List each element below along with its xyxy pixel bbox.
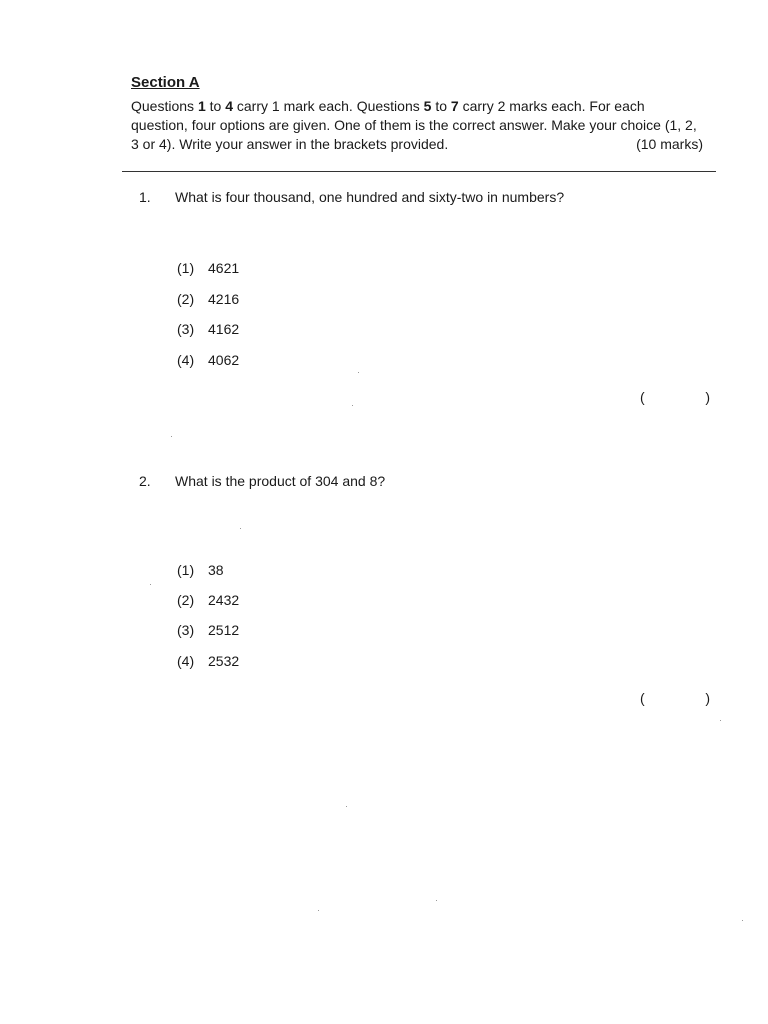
question-number: 2. <box>139 473 151 489</box>
instructions-text: to <box>205 98 226 114</box>
scan-speck <box>346 806 347 807</box>
option-number: (4) <box>177 352 195 368</box>
option-4 <box>177 352 239 368</box>
option-2 <box>177 291 239 307</box>
option-4 <box>177 653 239 669</box>
option-2 <box>177 592 239 608</box>
option-number: (3) <box>177 622 195 638</box>
bracket-close: ) <box>705 389 710 405</box>
bracket-close: ) <box>705 690 710 706</box>
instructions-text: carry 1 mark each. Questions <box>233 98 424 114</box>
option-value: 4062 <box>208 352 240 368</box>
option-value: 4621 <box>208 260 240 276</box>
scan-speck <box>436 900 437 901</box>
section-title: Section A <box>131 74 200 91</box>
scan-speck <box>720 720 721 721</box>
instructions-text: carry 2 marks each. For each question, four options are given. One of them is the correct answer. Make your choice (1, 2, 3 or 4). Write your answer in the brackets provided. <box>131 98 697 152</box>
instructions-text: to <box>431 98 451 114</box>
instructions-number: 4 <box>225 98 233 114</box>
option-3 <box>177 622 239 638</box>
option-1 <box>177 260 239 276</box>
option-number: (4) <box>177 653 195 669</box>
scan-speck <box>352 405 353 406</box>
option-number: (2) <box>177 291 195 307</box>
instructions-number: 1 <box>197 98 206 114</box>
scan-speck <box>150 584 151 585</box>
instructions-text: Questions <box>131 98 198 114</box>
question-text: What is the product of 304 and 8? <box>175 473 386 489</box>
answer-bracket[interactable] <box>640 690 710 706</box>
total-marks: (10 marks) <box>636 136 703 152</box>
option-number: (3) <box>177 321 195 337</box>
option-3 <box>177 321 239 337</box>
section-instructions <box>131 97 703 154</box>
bracket-open: ( <box>640 690 645 706</box>
option-value: 2512 <box>208 622 240 638</box>
option-value: 4216 <box>208 291 240 307</box>
instructions-number: 7 <box>450 98 459 114</box>
bracket-open: ( <box>640 389 645 405</box>
scan-speck <box>742 920 743 921</box>
option-value: 38 <box>208 562 224 578</box>
option-number: (1) <box>177 260 195 276</box>
scan-speck <box>240 528 241 529</box>
option-number: (2) <box>177 592 195 608</box>
scan-speck <box>318 910 319 911</box>
option-value: 2432 <box>208 592 240 608</box>
instructions-number: 5 <box>423 98 432 114</box>
answer-bracket[interactable] <box>640 389 710 405</box>
option-1 <box>177 562 224 578</box>
option-value: 4162 <box>208 321 240 337</box>
option-number: (1) <box>177 562 195 578</box>
scan-speck <box>358 372 359 373</box>
option-value: 2532 <box>208 653 240 669</box>
section-divider <box>122 171 716 172</box>
scan-speck <box>171 436 172 437</box>
question-number: 1. <box>139 189 151 205</box>
question-text: What is four thousand, one hundred and sixty-two in numbers? <box>175 189 565 205</box>
